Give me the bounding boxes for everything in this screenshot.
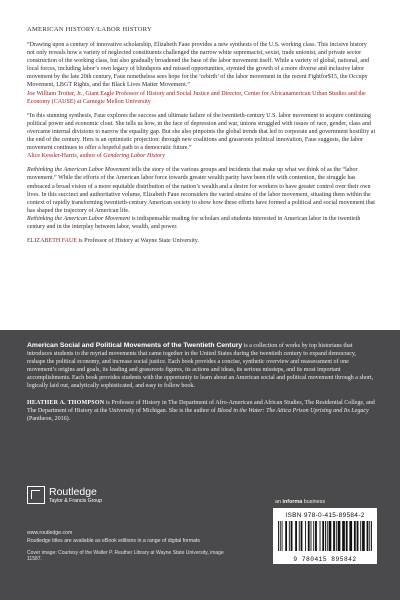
isbn-barcode: [273, 508, 377, 564]
series-editor-book: Blood in the Water: The Attica Prison Uprising and Its Legacy: [217, 407, 369, 414]
endorsement-2-attribution-name: Alice Kessler-Harris, author of: [27, 153, 104, 160]
publisher-name: Routledge: [49, 485, 97, 498]
publisher-wordmark: [49, 487, 102, 504]
barcode-bar: [360, 521, 361, 551]
cover-image-credit: Cover image: Courtesy of the Walter P. Reuther Library at Wayne State University, image 11587.: [27, 550, 224, 562]
barcode-bar: [367, 521, 369, 551]
barcode-bar: [311, 521, 312, 551]
endorsement-1-attribution: Joe William Trotter, Jr., Giant Eagle Professor of History and Social Justice and Director, Center for Africanamerican Urban Studies and the Economy (CAUSE) at Carnegie Mellon University: [27, 90, 366, 105]
barcode-bar: [349, 521, 352, 551]
back-cover-lower-section: [0, 330, 400, 600]
endorsement-2: [27, 112, 376, 161]
book-description: [27, 166, 376, 231]
barcode-bar: [346, 521, 348, 551]
author-name: ELIZABETH FAUE: [27, 238, 78, 245]
series-editor-bio: [27, 399, 376, 423]
isbn-label: ISBN 978-0-415-89584-2: [285, 512, 365, 519]
barcode-bar: [320, 521, 321, 551]
series-editor-text-1: is Professor of History in The Department of Afro-American and African Studies, The Residential College, and The Department of History at the University of Michigan. She is the author of: [27, 399, 375, 414]
barcode-bar: [278, 521, 279, 551]
series-editor-name: HEATHER A. THOMPSON: [27, 399, 105, 406]
barcode-bar: [280, 521, 281, 551]
endorsement-1-quote: “Drawing upon a century of innovative scholarship, Elizabeth Faue provides a new synthesis of the U.S. working class. This incisive history not only reveals how a variety of neglected constituents challenged the narrow white supremacist, sexist, trade unionist, and private sector construction of the working class, but also gradually broadened the base of the labor movement itself. While a variety of global, national, and local forces, including labor’s own legacy of blindspots and missed opportunities, stymied the growth of a more diverse and inclusive labor movement by the late 20th century, Faue nonetheless sees hope for the ‘rebirth’ of the labor movement in the recent Fightfor$15, the Occupy Movement, LBGT Rights, and the Black Lives Matter Movement.”: [27, 42, 370, 89]
barcode-bar: [357, 521, 359, 551]
author-bio-text: is Professor of History at Wayne State University.: [77, 238, 199, 245]
subject-category-label: AMERICAN HISTORY/LABOR HISTORY: [27, 26, 152, 33]
barcode-bar: [354, 521, 356, 551]
publisher-logo: [27, 486, 102, 504]
informa-prefix: an: [275, 499, 283, 505]
book-description-paragraph-2: [27, 215, 376, 231]
barcode-bar: [308, 521, 310, 551]
endorsement-1: [27, 41, 376, 106]
barcode-bar: [282, 521, 283, 551]
barcode-bar: [291, 521, 293, 551]
routledge-logo-icon: [27, 486, 45, 504]
barcode-bar: [322, 521, 324, 551]
series-editor-text-2: (Pantheon, 2016).: [27, 415, 71, 422]
barcode-bar: [336, 521, 337, 551]
endorsement-2-quote: “In this stunning synthesis, Faue explores the success and ultimate failure of the twentieth-century U.S. labor movement to acquire continuing political power and economic clout. She tells us how, in the face of depression and war, unions struggled with issues of race, gender, class and overcame internal divisions to narrow the equality gap. But she also pinpoints the global trends that led to corporate and government hostility at the end of the century. Hers is an optimistic projection: through new coalitions and grassroots political innovation, Faue suggests, the labor movement continues to offer a hopeful path to a democratic future.”: [27, 112, 376, 152]
barcode-bar: [362, 521, 365, 551]
book-description-text-1: tells the story of the various groups and incidents that make up what we think of as the “labor movement.” While the efforts of the American labor force towards greater wealth parity have been rife with contention, the struggle has embraced a broad vision of a more equitable distribution of the nation’s wealth and a desire for workers to have greater control over their own lives. In this succinct and authoritative volume, Elizabeth Faue reconsiders the varied strains of the labor movement, situating them within the context of rapidly transforming twentieth-century American society to show how these efforts have formed a political and social movement that has shaped the trajectory of American life.: [27, 167, 375, 214]
barcode-bar: [371, 521, 372, 551]
informa-suffix: business: [302, 499, 326, 505]
barcode-bar: [342, 521, 345, 551]
barcode-bar: [299, 521, 300, 551]
barcode-digits: 9 780415 895842: [293, 556, 357, 563]
book-description-text-2: is indispensable reading for scholars and students interested in American labor in the twentieth century and in the interplay between labor, wealth, and power.: [27, 215, 361, 230]
publisher-group: Taylor & Francis Group: [49, 497, 103, 504]
barcode-bar: [333, 521, 335, 551]
barcode-bar: [369, 521, 370, 551]
barcode-bars: [278, 521, 372, 551]
series-description: [27, 342, 376, 391]
series-title: American Social and Political Movements of the Twentieth Century: [27, 342, 243, 349]
informa-business-label: [275, 499, 325, 505]
barcode-bar: [329, 521, 332, 551]
barcode-bar: [327, 521, 328, 551]
endorsement-2-attribution: [27, 152, 376, 160]
barcode-bar: [325, 521, 326, 551]
barcode-bar: [305, 521, 306, 551]
endorsement-2-attribution-book: Gendering Labor History: [103, 153, 166, 160]
series-description-text: is a collection of works by top historians that introduces students to the myriad movements that came together in the United States during the twentieth century to expand democracy, reshape the political economy, and increase social justice. Each book provides a concise, synthetic overview and reassessment of one movement’s origins and goals, its leading and grassroots figures, its actions and ideas, its serious missteps, and its most important accomplishments. Each book provides students with the opportunity to learn about an American social and political movement through a short, logically laid out, analytically sophisticated, and easy to follow book.: [27, 343, 374, 390]
barcode-bar: [315, 521, 317, 551]
barcode-bar: [301, 521, 303, 551]
barcode-bar: [285, 521, 287, 551]
barcode-bar: [338, 521, 341, 551]
author-bio: [27, 237, 376, 245]
book-description-paragraph-1: [27, 166, 376, 215]
ebook-note: Routledge titles are available as eBook editions in a range of digital formats: [27, 538, 201, 544]
barcode-bar: [295, 521, 297, 551]
book-title-ref-2: Rethinking the American Labor Movement: [27, 215, 130, 222]
barcode-bar: [289, 521, 290, 551]
barcode-bar: [313, 521, 314, 551]
informa-brand: informa: [282, 499, 303, 505]
publisher-website: www.routledge.com: [27, 530, 73, 536]
book-title-ref-1: Rethinking the American Labor Movement: [27, 167, 130, 174]
